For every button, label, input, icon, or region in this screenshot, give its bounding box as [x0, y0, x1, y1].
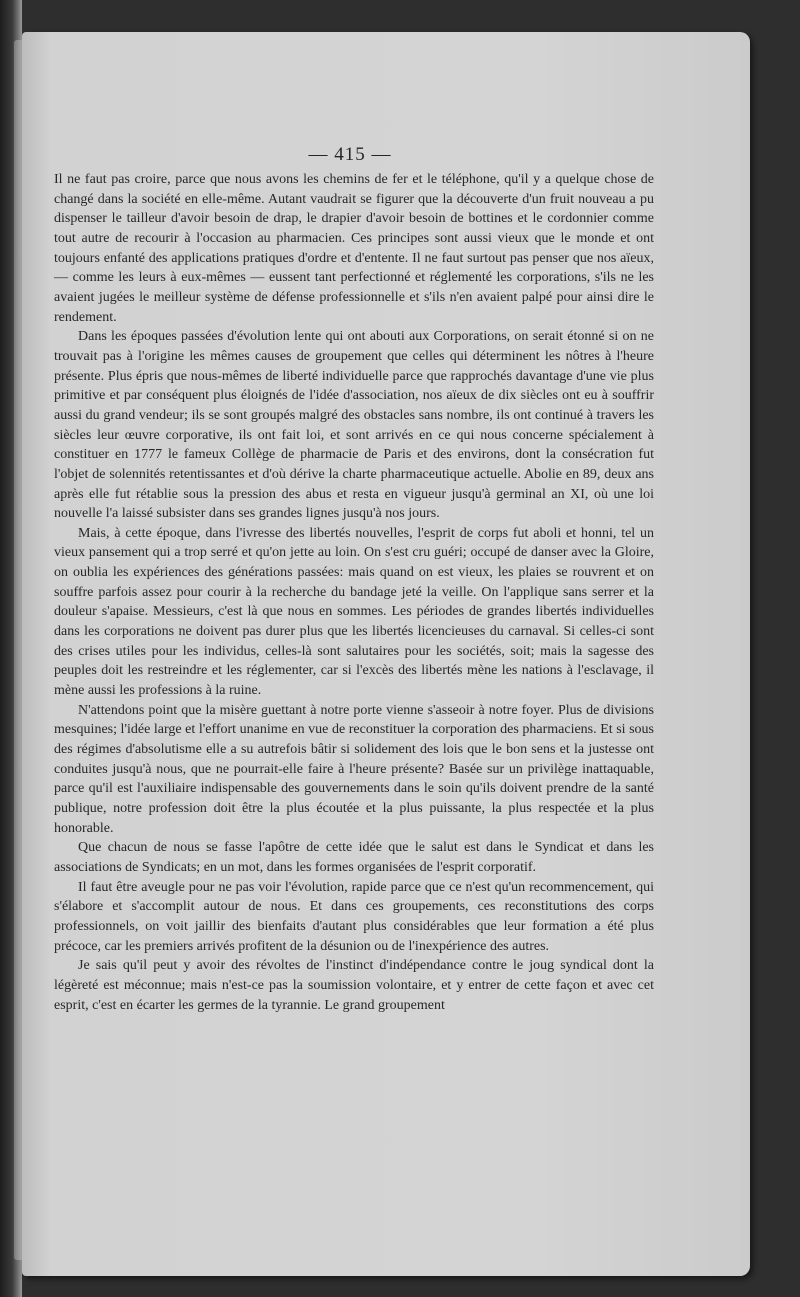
- paragraph: Il ne faut pas croire, parce que nous avons les chemins de fer et le téléphone, qu'il y a quelque chose de changé dans la société en elle-même. Autant vaudrait se figurer que la découverte d'un fruit nouveau a pu dispenser le tailleur d'avoir besoin de drap, le drapier d'avoir besoin de bottines et le cordonnier comme tout autre de recourir à l'occasion au pharmacien. Ces principes sont aussi vieux que le monde et ont toujours enfanté des applications pratiques d'ordre et d'entente. Il ne faut surtout pas penser que nos aïeux, — comme les leurs à eux-mêmes — eussent tant perfectionné et réglementé les corporations, s'ils ne les avaient jugées le meilleur système de défense professionnelle et s'ils n'en avaient palpé pour ainsi dire le rendement.: [54, 172, 654, 325]
- paragraph: Que chacun de nous se fasse l'apôtre de cette idée que le salut est dans le Syndicat et dans les associations de Syndicats; en un mot, dans les formes organisées de l'esprit corporatif.: [54, 840, 654, 875]
- paragraph: N'attendons point que la misère guettant à notre porte vienne s'asseoir à notre foyer. Plus de divisions mesquines; l'idée large et l'effort unanime en vue de reconstituer la corporation des pharmaciens. Et si sous des régimes d'absolutisme elle a su autrefois bâtir si solidement des lois que le bon sens et la justesse ont conduites jusqu'à nous, que ne pourrait-elle faire à l'heure présente? Basée sur un privilège inattaquable, parce qu'il est l'auxiliaire indispensable des gouvernements dans le soin qu'ils doivent prendre de la santé publique, notre profession doit être la plus écoutée et la plus puissante, la plus respectée et la plus honorable.: [54, 702, 654, 836]
- paragraph: Dans les époques passées d'évolution lente qui ont abouti aux Corporations, on serait étonné si on ne trouvait pas à l'origine les mêmes causes de groupement que celles qui déterminent les nôtres à l'heure présente. Plus épris que nous-mêmes de liberté individuelle parce que rapprochés davantage d'une vie plus primitive et par conséquent plus éloignés de l'idée d'association, nos aïeux de dix siècles ont eu à souffrir aussi du grand vendeur; ils se sont groupés malgré des obstacles sans nombre, ils ont continué à travers les siècles leur œuvre corporative, ils ont fait loi, et sont arrivés en ce qui nous concerne spécialement à constituer en 1777 le fameux Collège de pharmacie de Paris et des environs, dont la consécration fut l'objet de solennités retentissantes et d'où dérive la charte pharmaceutique actuelle. Abolie en 89, deux ans après elle fut rétablie sous la pression des abus et resta en vigueur jusqu'à germinal an XI, où une loi nouvelle l'a laissé subsister dans ses grandes lignes jusqu'à nos jours.: [54, 329, 654, 522]
- paragraph: Mais, à cette époque, dans l'ivresse des libertés nouvelles, l'esprit de corps fut aboli et honni, tel un vieux pansement qui a trop serré et qu'on jette au loin. On s'est cru guéri; occupé de danser avec la Gloire, on oublia les expériences des générations passées: mais quand on est vieux, les plaies se rouvrent et on souffre parfois assez pour courir à la recherche du bandage jeté la veille. On l'applique sans serrer et la douleur s'apaise. Messieurs, c'est là que nous en sommes. Les périodes de grandes libertés individuelles dans les corporations ne doivent pas durer plus que les libertés licencieuses du carnaval. Si celles-ci sont des crises utiles pour les individus, celles-là sont salutaires pour les sociétés, soit; mais la sagesse des peuples doit les restreindre et les réglementer, car si l'excès des libertés mène les nations à l'esclavage, il mène aussi les professions à la ruine.: [54, 525, 654, 699]
- book-page: [22, 32, 750, 1276]
- paragraph: Je sais qu'il peut y avoir des révoltes de l'instinct d'indépendance contre le joug syndical dont la légèreté est méconnue; mais n'est-ce pas la soumission volontaire, et y entrer de cette façon et avec cet esprit, c'est en écarter les germes de la tyrannie. Le grand groupement: [54, 958, 654, 1013]
- page-number: — 415 —: [308, 144, 392, 165]
- paragraph: Il faut être aveugle pour ne pas voir l'évolution, rapide parce que ce n'est qu'un recommencement, qui s'élabore et s'accomplit autour de nous. Et dans ces groupements, ces reconstitutions des corps professionnels, on voit jaillir des bienfaits d'autant plus considérables que leur formation a été plus précoce, car les premiers arrivés profitent de la désunion ou de l'inexpérience des autres.: [54, 879, 654, 954]
- body-text: [54, 170, 654, 1015]
